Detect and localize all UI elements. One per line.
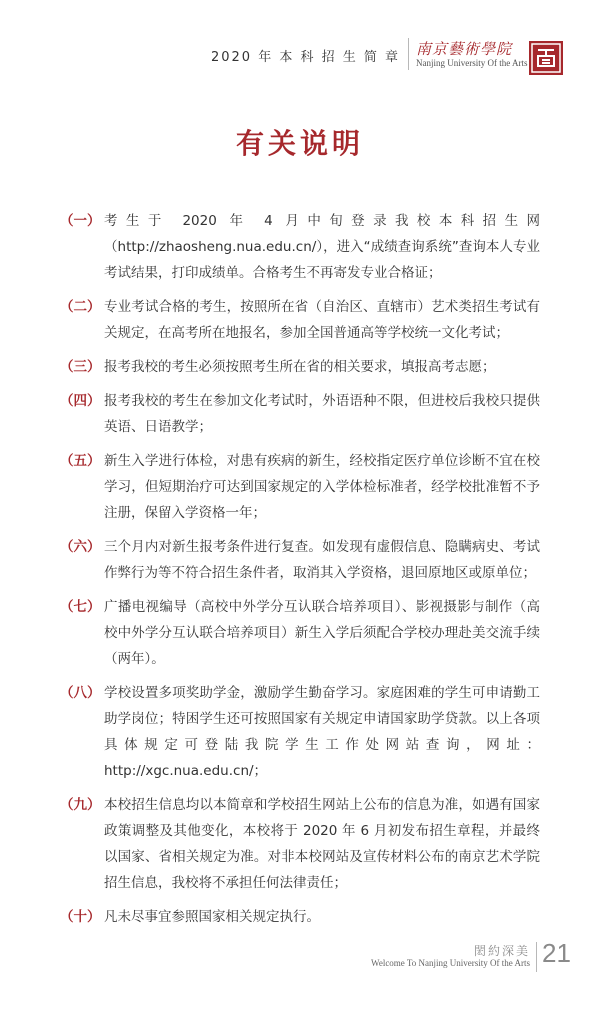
item-number: （十） — [60, 909, 101, 925]
item-number: （四） — [60, 393, 101, 409]
list-item — [60, 534, 540, 586]
item-text: 专业考试合格的考生，按照所在省（自治区、直辖市）艺术类招生考试有关规定，在高考所在地报名，参加全国普通高等学校统一文化考试； — [104, 299, 540, 341]
list-item — [60, 208, 540, 286]
item-text: 考生于 2020 年 4 月中旬登录我校本科招生网（http://zhaosheng.nua.edu.cn/），进入“成绩查询系统”查询本人专业考试结果，打印成绩单。合格考生不再寄发专业合格证； — [104, 213, 540, 281]
list-item — [60, 594, 540, 672]
list-item — [60, 792, 540, 896]
item-text: 新生入学进行体检，对患有疾病的新生，经校指定医疗单位诊断不宜在校学习，但短期治疗可达到国家规定的入学体检标准者，经学校批准暂不予注册，保留入学资格一年； — [104, 453, 540, 521]
item-text: 广播电视编导（高校中外学分互认联合培养项目）、影视摄影与制作（高校中外学分互认联合培养项目）新生入学后须配合学校办理赴美交流手续（两年）。 — [104, 599, 540, 667]
list-item — [60, 448, 540, 526]
header-divider — [408, 38, 409, 70]
item-number: （五） — [60, 453, 101, 469]
footer-slogan-en: Welcome To Nanjing University Of the Arts — [371, 958, 530, 968]
item-number: （七） — [60, 599, 101, 615]
list-item — [60, 904, 540, 930]
item-text: 本校招生信息均以本简章和学校招生网站上公布的信息为准，如遇有国家政策调整及其他变化，本校将于 2020 年 6 月初发布招生章程，并最终以国家、省相关规定为准。对非本校网站及宣传材料公布的南京艺术学院招生信息，我校将不承担任何法律责任； — [104, 797, 540, 891]
page-footer — [0, 930, 600, 980]
school-name-en: Nanjing University Of the Arts — [416, 58, 528, 68]
footer-slogan-cn: 閎約深美 — [473, 944, 530, 958]
item-number: （一） — [60, 213, 101, 229]
list-item — [60, 680, 540, 784]
brochure-title: 2020 年 本 科 招 生 简 章 — [210, 50, 400, 65]
item-number: （二） — [60, 299, 101, 315]
list-item — [60, 294, 540, 346]
footer-divider — [536, 942, 537, 972]
school-name-cn: 南京藝術學院 — [416, 40, 513, 58]
item-text: 报考我校的考生必须按照考生所在省的相关要求，填报高考志愿； — [104, 359, 496, 375]
page-header — [0, 0, 600, 80]
item-number: （九） — [60, 797, 101, 813]
item-text: 报考我校的考生在参加文化考试时，外语语种不限，但进校后我校只提供英语、日语教学； — [104, 393, 540, 435]
item-number: （三） — [60, 359, 101, 375]
school-seal-logo — [528, 40, 564, 76]
list-item — [60, 354, 540, 380]
notes-list — [60, 208, 540, 938]
page-title: 有关说明 — [235, 127, 364, 160]
page-number: 21 — [542, 938, 571, 968]
item-number: （六） — [60, 539, 101, 555]
item-text: 学校设置多项奖助学金，激励学生勤奋学习。家庭困难的学生可申请勤工助学岗位；特困学生还可按照国家有关规定申请国家助学贷款。以上各项具体规定可登陆我院学生工作处网站查询，网址：http://xgc.nua.edu.cn/； — [104, 685, 540, 779]
list-item — [60, 388, 540, 440]
item-number: （八） — [60, 685, 101, 701]
item-text: 三个月内对新生报考条件进行复查。如发现有虚假信息、隐瞒病史、考试作弊行为等不符合招生条件者，取消其入学资格，退回原地区或原单位； — [104, 539, 540, 581]
item-text: 凡未尽事宜参照国家相关规定执行。 — [104, 909, 320, 925]
